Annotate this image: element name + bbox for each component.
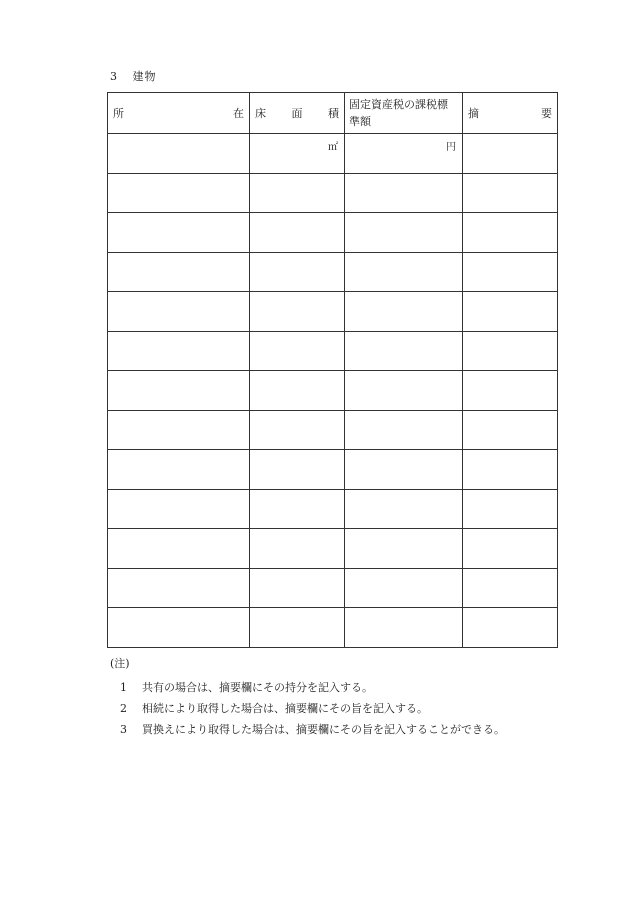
notes-heading: (注) bbox=[110, 657, 130, 670]
table-row bbox=[108, 450, 558, 490]
cell-remarks[interactable] bbox=[463, 134, 558, 174]
cell-tax-value[interactable] bbox=[345, 410, 463, 450]
buildings-table bbox=[107, 92, 558, 648]
cell-location[interactable] bbox=[108, 292, 250, 332]
unit-yen: 円 bbox=[446, 142, 456, 153]
cell-tax-value[interactable] bbox=[345, 252, 463, 292]
header-tax-value: 固定資産税の課税標準額 bbox=[345, 93, 463, 134]
table-row bbox=[108, 173, 558, 213]
cell-tax-value[interactable] bbox=[345, 608, 463, 648]
cell-tax-value[interactable] bbox=[345, 292, 463, 332]
cell-floor-area[interactable] bbox=[250, 331, 345, 371]
header-location: 所 在 bbox=[108, 93, 250, 134]
table-header-row bbox=[108, 93, 558, 134]
cell-location[interactable] bbox=[108, 134, 250, 174]
cell-location[interactable] bbox=[108, 608, 250, 648]
cell-location[interactable] bbox=[108, 213, 250, 253]
table-row bbox=[108, 213, 558, 253]
cell-floor-area[interactable] bbox=[250, 450, 345, 490]
cell-floor-area[interactable] bbox=[250, 529, 345, 569]
table-row bbox=[108, 529, 558, 569]
cell-remarks[interactable] bbox=[463, 450, 558, 490]
cell-location[interactable] bbox=[108, 252, 250, 292]
table-row bbox=[108, 608, 558, 648]
note-item: 3 買換えにより取得した場合は、摘要欄にその旨を記入することができる。 bbox=[120, 723, 505, 736]
cell-remarks[interactable] bbox=[463, 608, 558, 648]
cell-remarks[interactable] bbox=[463, 489, 558, 529]
section-title bbox=[110, 68, 157, 84]
cell-floor-area[interactable] bbox=[250, 608, 345, 648]
cell-floor-area[interactable] bbox=[250, 410, 345, 450]
section-number: 3 bbox=[110, 70, 118, 83]
cell-floor-area[interactable] bbox=[250, 173, 345, 213]
cell-tax-value[interactable] bbox=[345, 450, 463, 490]
table-row bbox=[108, 410, 558, 450]
cell-remarks[interactable] bbox=[463, 331, 558, 371]
cell-floor-area[interactable] bbox=[250, 213, 345, 253]
cell-tax-value[interactable] bbox=[345, 529, 463, 569]
cell-floor-area[interactable] bbox=[250, 371, 345, 411]
cell-location[interactable] bbox=[108, 173, 250, 213]
table-row bbox=[108, 371, 558, 411]
cell-tax-value[interactable] bbox=[345, 134, 463, 174]
cell-tax-value[interactable] bbox=[345, 331, 463, 371]
cell-location[interactable] bbox=[108, 450, 250, 490]
cell-tax-value[interactable] bbox=[345, 568, 463, 608]
table-row bbox=[108, 568, 558, 608]
note-item: 2 相続により取得した場合は、摘要欄にその旨を記入する。 bbox=[120, 702, 428, 715]
cell-tax-value[interactable] bbox=[345, 371, 463, 411]
cell-location[interactable] bbox=[108, 331, 250, 371]
cell-remarks[interactable] bbox=[463, 292, 558, 332]
cell-location[interactable] bbox=[108, 410, 250, 450]
table-row bbox=[108, 134, 558, 174]
cell-floor-area[interactable] bbox=[250, 292, 345, 332]
note-item: 1 共有の場合は、摘要欄にその持分を記入する。 bbox=[120, 681, 373, 694]
cell-tax-value[interactable] bbox=[345, 213, 463, 253]
notes bbox=[110, 655, 505, 740]
cell-floor-area[interactable] bbox=[250, 568, 345, 608]
cell-floor-area[interactable] bbox=[250, 489, 345, 529]
cell-remarks[interactable] bbox=[463, 252, 558, 292]
cell-remarks[interactable] bbox=[463, 173, 558, 213]
cell-remarks[interactable] bbox=[463, 213, 558, 253]
unit-square-meter: ㎡ bbox=[328, 142, 338, 153]
cell-remarks[interactable] bbox=[463, 410, 558, 450]
cell-tax-value[interactable] bbox=[345, 489, 463, 529]
cell-location[interactable] bbox=[108, 489, 250, 529]
section-label: 建物 bbox=[132, 70, 157, 83]
cell-remarks[interactable] bbox=[463, 529, 558, 569]
header-floor-area: 床 面 積 bbox=[250, 93, 345, 134]
cell-floor-area[interactable] bbox=[250, 252, 345, 292]
table-row bbox=[108, 331, 558, 371]
cell-remarks[interactable] bbox=[463, 371, 558, 411]
table-row bbox=[108, 292, 558, 332]
cell-floor-area[interactable] bbox=[250, 134, 345, 174]
cell-remarks[interactable] bbox=[463, 568, 558, 608]
cell-location[interactable] bbox=[108, 371, 250, 411]
cell-tax-value[interactable] bbox=[345, 173, 463, 213]
table-row bbox=[108, 489, 558, 529]
table-row bbox=[108, 252, 558, 292]
header-remarks: 摘 要 bbox=[463, 93, 558, 134]
cell-location[interactable] bbox=[108, 568, 250, 608]
cell-location[interactable] bbox=[108, 529, 250, 569]
